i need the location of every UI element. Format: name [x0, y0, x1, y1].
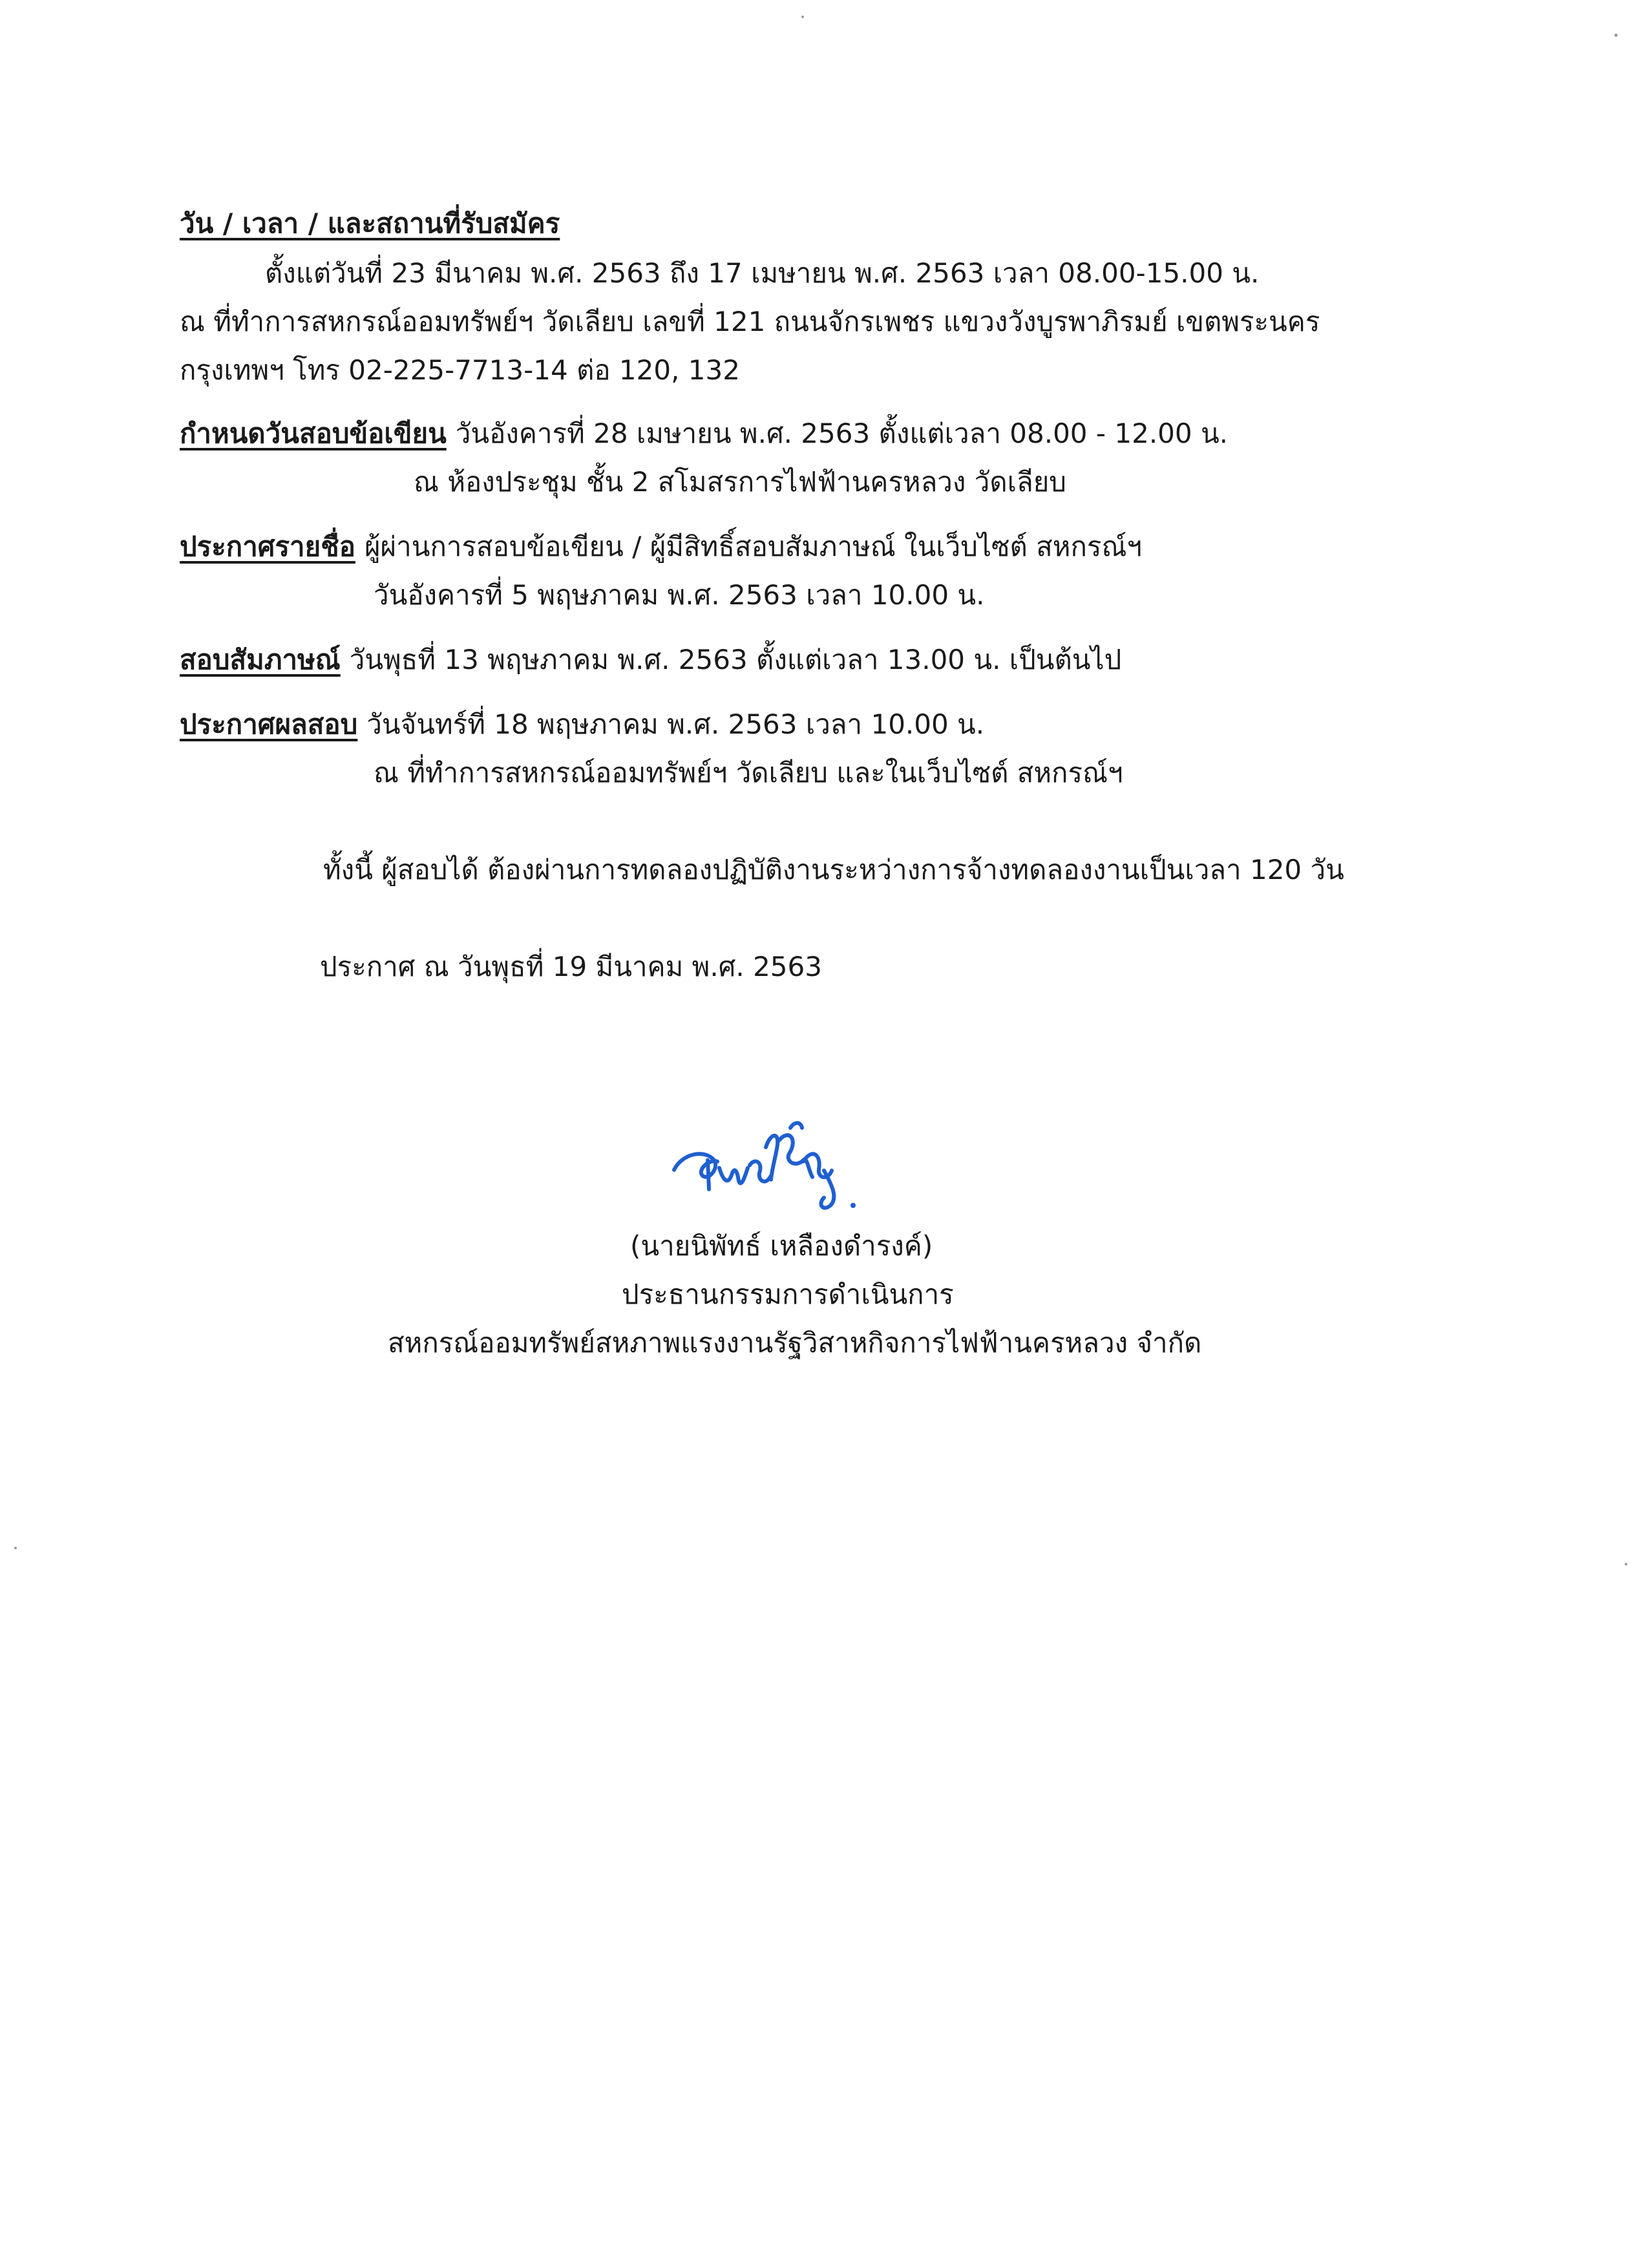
results-date: วันจันทร์ที่ 18 พฤษภาคม พ.ศ. 2563 เวลา 10.00 น. — [366, 708, 985, 740]
application-phone: กรุงเทพฯ โทร 02-225-7713-14 ต่อ 120, 132 — [180, 354, 740, 386]
signer-name: (นายนิพัทธ์ เหลืองดำรงค์) — [630, 1230, 933, 1262]
results-heading: ประกาศผลสอบ — [180, 708, 358, 740]
scan-speck — [801, 16, 804, 18]
interview-date: วันพุธที่ 13 พฤษภาคม พ.ศ. 2563 ตั้งแต่เวลา 13.00 น. เป็นต้นไป — [349, 644, 1122, 675]
application-heading-text: วัน / เวลา / และสถานที่รับสมัคร — [180, 207, 560, 239]
written-exam-heading: กำหนดวันสอบข้อเขียน — [180, 418, 447, 449]
scan-speck — [1625, 1563, 1627, 1565]
application-heading — [180, 206, 569, 242]
scan-speck — [14, 1547, 17, 1549]
name-list-heading: ประกาศรายชื่อ — [180, 531, 355, 562]
interview-heading: สอบสัมภาษณ์ — [180, 644, 341, 675]
interview-row — [180, 642, 1121, 678]
written-exam-venue: ณ ห้องประชุม ชั้น 2 สโมสรการไฟฟ้านครหลวง วัดเลียบ — [414, 466, 1066, 498]
application-dates: ตั้งแต่วันที่ 23 มีนาคม พ.ศ. 2563 ถึง 17 เมษายน พ.ศ. 2563 เวลา 08.00-15.00 น. — [265, 257, 1260, 289]
name-list-row — [180, 529, 1142, 565]
application-address: ณ ที่ทำการสหกรณ์ออมทรัพย์ฯ วัดเลียบ เลขที่ 121 ถนนจักรเพชร แขวงวังบูรพาภิรมย์ เขตพระนคร — [180, 306, 1320, 337]
announcement-date: ประกาศ ณ วันพุธที่ 19 มีนาคม พ.ศ. 2563 — [320, 951, 822, 982]
results-venue: ณ ที่ทำการสหกรณ์ออมทรัพย์ฯ วัดเลียบ และในเว็บไซต์ สหกรณ์ฯ — [374, 757, 1123, 789]
probation-note: ทั้งนี้ ผู้สอบได้ ต้องผ่านการทดลองปฏิบัติงานระหว่างการจ้างทดลองงานเป็นเวลา 120 วัน — [323, 854, 1344, 885]
written-exam-row — [180, 416, 1228, 452]
name-list-desc: ผู้ผ่านการสอบข้อเขียน / ผู้มีสิทธิ์สอบสัมภาษณ์ ในเว็บไซต์ สหกรณ์ฯ — [364, 531, 1143, 562]
signer-title: ประธานกรรมการดำเนินการ — [622, 1278, 954, 1310]
name-list-date: วันอังคารที่ 5 พฤษภาคม พ.ศ. 2563 เวลา 10.00 น. — [374, 579, 985, 611]
handwritten-signature — [669, 1108, 863, 1222]
organization-name: สหกรณ์ออมทรัพย์สหภาพแรงงานรัฐวิสาหกิจการไฟฟ้านครหลวง จำกัด — [388, 1327, 1202, 1359]
scan-speck — [1614, 34, 1618, 37]
written-exam-date: วันอังคารที่ 28 เมษายน พ.ศ. 2563 ตั้งแต่เวลา 08.00 - 12.00 น. — [455, 418, 1229, 449]
results-row — [180, 706, 984, 743]
